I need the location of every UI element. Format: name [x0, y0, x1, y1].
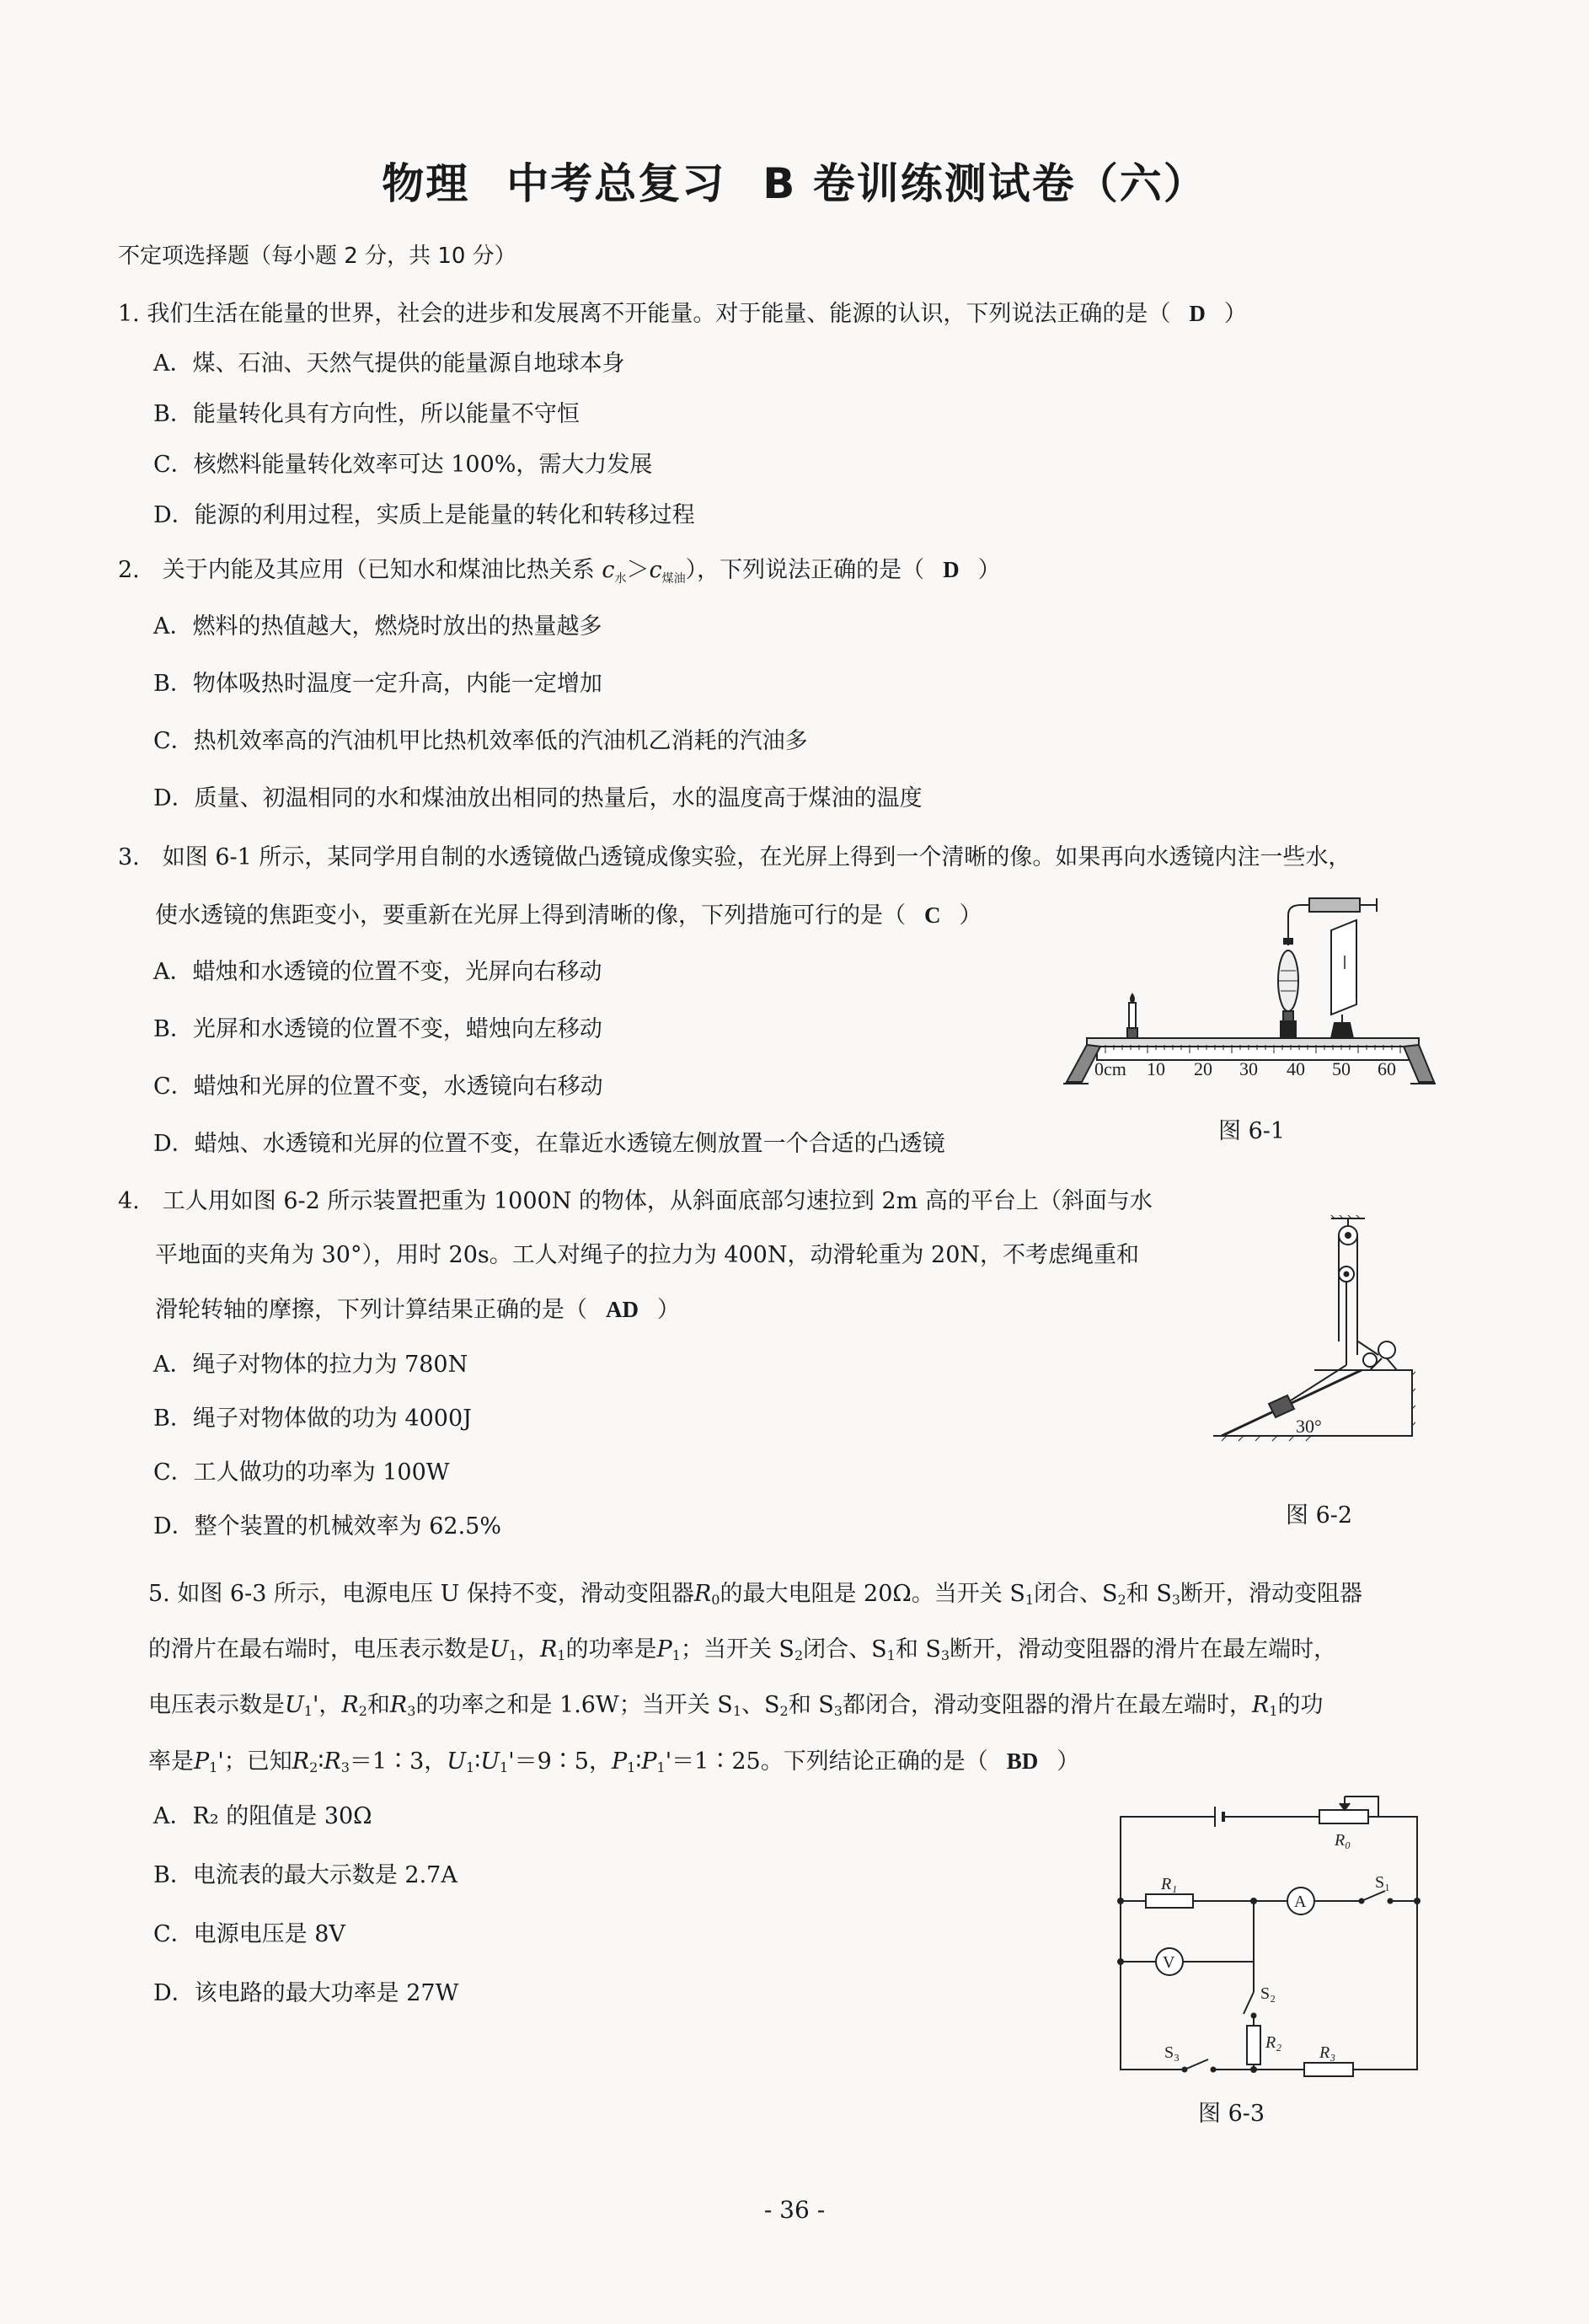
label-s3: S₃: [1164, 2043, 1180, 2062]
question-3-option-b: B．光屏和水透镜的位置不变，蜡烛向左移动: [153, 1016, 602, 1042]
question-1-option-c: C．核燃料能量转化效率可达 100%，需大力发展: [153, 452, 653, 478]
question-2-answer: D: [943, 557, 960, 582]
question-5-option-c: C．电源电压是 8V: [153, 1921, 345, 1947]
page-number: - 36 -: [763, 2196, 826, 2224]
question-3-answer: C: [924, 902, 941, 928]
question-4-stem-line1: 4. 工人用如图 6-2 所示装置把重为 1000N 的物体，从斜面底部匀速拉到 2m 高的平台上（斜面与水: [118, 1188, 1153, 1214]
label-r0: R₀: [1335, 1831, 1351, 1850]
figure-6-2-caption: 图 6-2: [1286, 1502, 1353, 1529]
question-4-answer: AD: [606, 1297, 639, 1322]
label-s2: S₂: [1260, 1984, 1276, 2003]
question-2-option-d: D．质量、初温相同的水和煤油放出相同的热量后，水的温度高于煤油的温度: [153, 785, 923, 811]
label-r2: R₂: [1265, 2033, 1282, 2052]
figure-6-3-caption: 图 6-3: [1198, 2101, 1265, 2127]
question-5-stem-line3: 电压表示数是$U_1'$，$R_2$和$R_3$的功率之和是 1.6W；当开关 $S_1$、$S_2$和 $S_3$都闭合，滑动变阻器的滑片在最左端时，$R_1$的功: [148, 1692, 1324, 1719]
question-5-stem-line2: 的滑片在最右端时，电压表示数是$U_1$，$R_1$的功率是$P_1$；当开关 $S_2$闭合、$S_1$和 $S_3$断开，滑动变阻器的滑片在最左端时，: [148, 1636, 1337, 1663]
ruler-tick-10: 10: [1147, 1058, 1165, 1079]
question-1-option-a: A．煤、石油、天然气提供的能量源自地球本身: [153, 351, 625, 377]
question-3-stem-line1: 3. 如图 6-1 所示，某同学用自制的水透镜做凸透镜成像实验，在光屏上得到一个清晰的像。如果再向水透镜内注一些水，: [118, 844, 1351, 870]
question-5-option-b: B．电流表的最大示数是 2.7A: [153, 1862, 457, 1888]
label-r1: R₁: [1161, 1875, 1178, 1893]
question-3-option-d: D．蜡烛、水透镜和光屏的位置不变，在靠近水透镜左侧放置一个合适的凸透镜: [153, 1131, 945, 1157]
question-4-option-c: C．工人做功的功率为 100W: [153, 1459, 450, 1486]
label-voltmeter: V: [1163, 1953, 1175, 1972]
question-3-option-a: A．蜡烛和水透镜的位置不变，光屏向右移动: [153, 959, 602, 985]
question-4-option-b: B．绳子对物体做的功为 4000J: [153, 1406, 472, 1432]
question-2-stem: 2. 关于内能及其应用（已知水和煤油比热关系 $c_水>c_{煤油}$），下列说法正确的是（ D ）: [118, 557, 1001, 586]
question-4-stem-line3: 滑轮转轴的摩擦，下列计算结果正确的是（ AD ）: [155, 1297, 680, 1323]
question-5-answer: BD: [1006, 1748, 1039, 1774]
question-3-stem-line2: 使水透镜的焦距变小，要重新在光屏上得到清晰的像，下列措施可行的是（ C ）: [155, 902, 982, 929]
ruler-tick-20: 20: [1194, 1058, 1212, 1079]
question-4-option-a: A．绳子对物体的拉力为 780N: [153, 1352, 468, 1378]
figure-6-3-circuit: [1109, 1790, 1429, 2081]
question-2-option-a: A．燃料的热值越大，燃烧时放出的热量越多: [153, 613, 602, 640]
figure-6-2-pulley-incline: [1213, 1215, 1415, 1468]
question-4-option-d: D．整个装置的机械效率为 62.5%: [153, 1513, 502, 1540]
page-title: 物理 中考总复习 B 卷训练测试卷（六）: [382, 159, 1207, 208]
question-2-option-c: C．热机效率高的汽油机甲比热机效率低的汽油机乙消耗的汽油多: [153, 728, 808, 754]
ruler-tick-60: 60: [1378, 1058, 1396, 1079]
label-s1: S₁: [1375, 1873, 1391, 1892]
question-1-stem: 1. 我们生活在能量的世界，社会的进步和发展离不开能量。对于能量、能源的认识，下列说法正确的是（ D ）: [118, 301, 1247, 327]
ruler-tick-0: 0cm: [1094, 1058, 1126, 1079]
question-5-stem-line4: 率是$P_1'$；已知$R_2∶R_3=1∶3$，$U_1∶U_1'=9∶5$，$P_1∶P_1'=1∶25$。下列结论正确的是（ BD ）: [148, 1748, 1080, 1775]
question-5-stem-line1: 5. 如图 6-3 所示，电源电压 U 保持不变，滑动变阻器$R_0$的最大电阻是 20Ω。当开关 $S_1$闭合、$S_2$和 $S_3$断开，滑动变阻器: [148, 1581, 1363, 1608]
label-r3: R₃: [1319, 2043, 1336, 2062]
question-5-option-a: A．R₂ 的阻值是 30Ω: [153, 1803, 372, 1829]
question-5-option-d: D．该电路的最大功率是 27W: [153, 1980, 459, 2006]
label-ammeter: A: [1294, 1893, 1307, 1911]
question-2-option-b: B．物体吸热时温度一定升高，内能一定增加: [153, 671, 602, 697]
question-3-option-c: C．蜡烛和光屏的位置不变，水透镜向右移动: [153, 1074, 603, 1100]
ruler-tick-40: 40: [1287, 1058, 1305, 1079]
question-1-option-b: B．能量转化具有方向性，所以能量不守恒: [153, 401, 580, 427]
section-heading: 不定项选择题（每小题 2 分，共 10 分）: [118, 244, 516, 269]
ruler-tick-30: 30: [1239, 1058, 1258, 1079]
figure-6-1-caption: 图 6-1: [1218, 1118, 1286, 1144]
figure-6-1-optical-bench: [1063, 897, 1436, 1097]
question-1-answer: D: [1189, 301, 1206, 326]
question-1-option-d: D．能源的利用过程，实质上是能量的转化和转移过程: [153, 502, 695, 528]
question-4-stem-line2: 平地面的夹角为 30°），用时 20s。工人对绳子的拉力为 400N，动滑轮重为 20N，不考虑绳重和: [155, 1242, 1140, 1268]
ruler-tick-50: 50: [1332, 1058, 1351, 1079]
incline-angle-label: 30°: [1296, 1416, 1322, 1437]
